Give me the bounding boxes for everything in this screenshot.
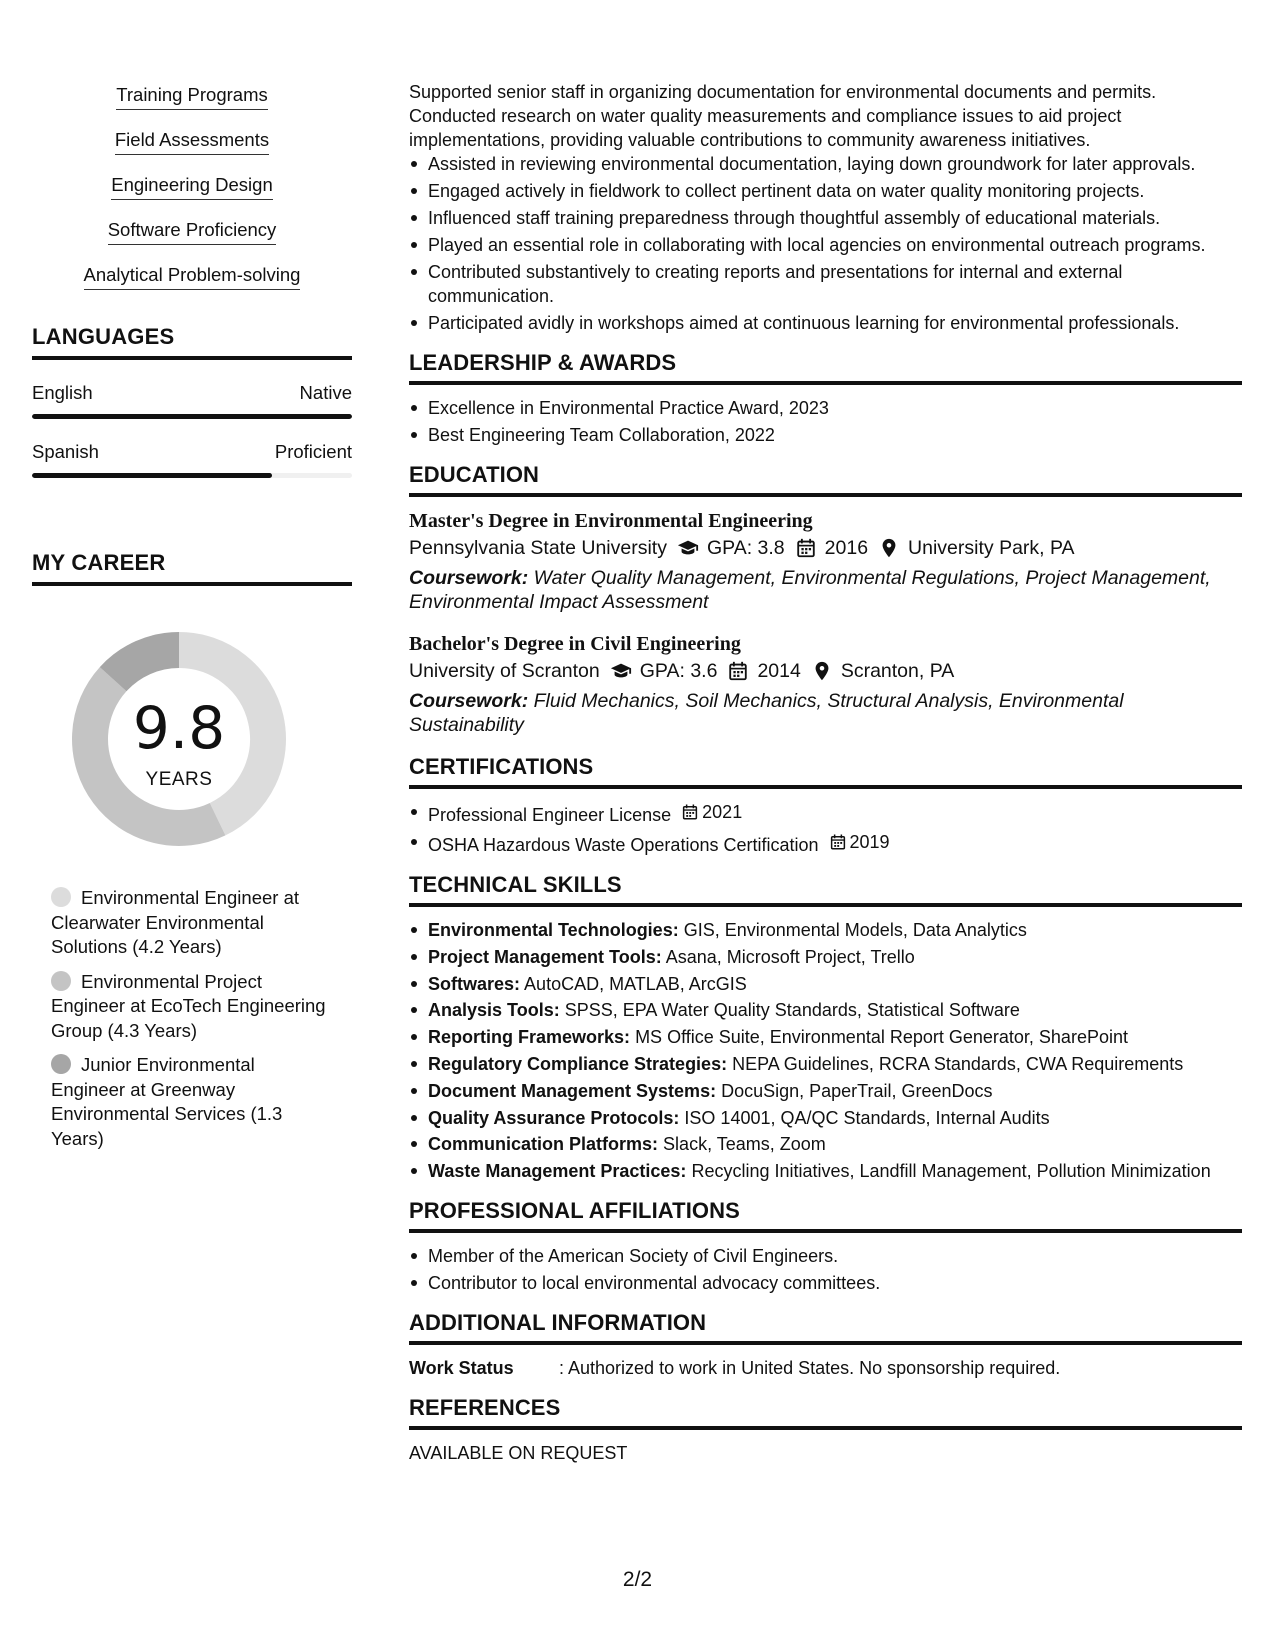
coursework-label: Coursework: [409,567,529,589]
graduation-year: 2016 [824,537,869,559]
certification-year: 2021 [702,802,743,822]
coursework [409,689,1242,737]
degree-title: Bachelor's Degree in Civil Engineering [409,633,741,655]
language-bar-fill [32,473,272,478]
graduation-year: 2014 [757,660,801,682]
gpa: GPA: 3.6 [639,660,718,682]
additional-info-heading: ADDITIONAL INFORMATION [409,1310,1242,1345]
list-item [32,84,352,112]
school-location: University Park, PA [908,537,1075,559]
work-status-row [409,1356,1242,1380]
calendar-icon [829,833,847,851]
technical-skills-list [409,918,1242,1183]
language-bar [32,473,352,478]
skill-tag: Training Programs [116,84,267,110]
skill-label: Regulatory Compliance Strategies: [428,1053,728,1074]
list-item: Played an essential role in collaborating with local agencies on environmental outreach programs. [409,233,1242,257]
coursework [409,566,1242,614]
technical-skills-heading: TECHNICAL SKILLS [409,872,1242,907]
list-item: Assisted in reviewing environmental documentation, laying down groundwork for later approvals. [409,152,1242,176]
skill-label: Document Management Systems: [428,1080,717,1101]
list-item: Excellence in Environmental Practice Award, 2023 [409,396,1242,420]
skill-tag: Software Proficiency [108,219,277,245]
certifications-list [409,800,1242,857]
career-entry: Environmental Engineer at Clearwater Environmental Solutions (4.2 Years) [51,887,300,957]
affiliations-heading: PROFESSIONAL AFFILIATIONS [409,1198,1242,1233]
list-item [409,918,1242,942]
list-item [32,264,352,292]
list-item [51,886,331,960]
list-item [409,1079,1242,1103]
skill-value: MS Office Suite, Environmental Report Generator, SharePoint [635,1027,1128,1048]
degree-title: Master's Degree in Environmental Engineering [409,510,813,532]
skill-label: Project Management Tools: [428,946,662,967]
coursework-list: Water Quality Management, Environmental Regulations, Project Management, Environmental Impact Assessment [409,567,1211,613]
language-english [32,382,352,419]
career-total-years: 9.8 [132,694,226,762]
right-column [409,80,1242,1465]
work-status-value: : Authorized to work in United States. No sponsorship required. [559,1358,1061,1379]
career-entry: Junior Environmental Engineer at Greenway Environmental Services (1.3 Years) [51,1054,283,1149]
skill-tags [32,84,352,292]
skill-value: Slack, Teams, Zoom [663,1134,826,1155]
language-name: Spanish [32,441,99,462]
list-item [51,970,331,1044]
list-item [32,129,352,157]
calendar-icon [681,803,699,821]
leadership-heading: LEADERSHIP & AWARDS [409,350,1242,385]
skill-value: ISO 14001, QA/QC Standards, Internal Audits [684,1107,1050,1128]
skill-value: AutoCAD, MATLAB, ArcGIS [524,973,747,994]
list-item [409,1159,1242,1183]
affiliations-list [409,1244,1242,1295]
career-legend [32,886,352,1151]
legend-dot-icon [51,971,71,991]
list-item [409,1052,1242,1076]
skill-label: Reporting Frameworks: [428,1027,631,1048]
list-item [32,174,352,202]
school-location: Scranton, PA [840,660,955,682]
skill-label: Analysis Tools: [428,1000,560,1021]
graduation-cap-icon [677,537,699,559]
career-entry: Environmental Project Engineer at EcoTech Engineering Group (4.3 Years) [51,970,326,1041]
career-donut-chart [66,626,292,852]
certification-year: 2019 [849,832,890,852]
calendar-icon [795,537,817,559]
list-item: Influenced staff training preparedness through thoughtful assembly of educational materials. [409,206,1242,230]
education-heading: EDUCATION [409,462,1242,497]
map-pin-icon [811,660,833,682]
skill-label: Communication Platforms: [428,1134,659,1155]
skill-label: Environmental Technologies: [428,920,679,940]
skill-label: Waste Management Practices: [428,1161,687,1182]
donut-segment [113,650,179,679]
career-total-unit: YEARS [145,769,213,790]
skill-label: Softwares: [428,973,521,994]
coursework-label: Coursework: [409,690,529,712]
language-level: Native [299,382,352,403]
list-item [409,1025,1242,1049]
list-item [409,1132,1242,1156]
legend-dot-icon [51,887,71,907]
list-item: Contributed substantively to creating reports and presentations for internal and external communication. [409,260,1242,308]
graduation-cap-icon [610,660,632,682]
degree-info [409,657,1242,685]
page-number: 2/2 [622,1568,653,1591]
map-pin-icon [878,537,900,559]
skill-value: GIS, Environmental Models, Data Analytics [683,920,1027,940]
skill-value: DocuSign, PaperTrail, GreenDocs [721,1080,993,1101]
list-item: Member of the American Society of Civil Engineers. [409,1244,1242,1268]
list-item: Engaged actively in fieldwork to collect pertinent data on water quality monitoring projects. [409,179,1242,203]
language-spanish [32,441,352,478]
certification-name: OSHA Hazardous Waste Operations Certification [428,835,819,855]
school-name: University of Scranton [409,660,600,682]
education-entry [409,631,1242,737]
list-item [409,945,1242,969]
list-item: Participated avidly in workshops aimed at continuous learning for environmental professionals. [409,311,1242,335]
list-item [409,998,1242,1022]
language-name: English [32,382,93,403]
list-item [409,1106,1242,1130]
career-heading: MY CAREER [32,550,352,586]
school-name: Pennsylvania State University [409,537,667,559]
experience-bullets [409,152,1242,335]
skill-label: Quality Assurance Protocols: [428,1107,680,1128]
list-item [409,800,1242,827]
list-item [409,830,1242,857]
skill-tag: Field Assessments [115,129,269,155]
references-heading: REFERENCES [409,1395,1242,1430]
skill-value: Asana, Microsoft Project, Trello [665,946,915,967]
list-item [51,1053,331,1151]
references-text: AVAILABLE ON REQUEST [409,1443,628,1464]
skill-tag: Engineering Design [111,174,272,200]
skill-value: NEPA Guidelines, RCRA Standards, CWA Requirements [732,1053,1184,1074]
skill-tag: Analytical Problem-solving [84,264,301,290]
work-status-label: Work Status [409,1358,514,1379]
coursework-list: Fluid Mechanics, Soil Mechanics, Structural Analysis, Environmental Sustainability [409,690,1124,736]
calendar-icon [727,660,749,682]
language-bar-fill [32,414,352,419]
list-item [32,219,352,247]
language-bar [32,414,352,419]
list-item [409,972,1242,996]
skill-value: Recycling Initiatives, Landfill Management, Pollution Minimization [691,1161,1211,1182]
education-entry [409,508,1242,614]
degree-info [409,534,1242,562]
list-item: Best Engineering Team Collaboration, 2022 [409,423,1242,447]
gpa: GPA: 3.8 [706,537,785,559]
skill-value: SPSS, EPA Water Quality Standards, Statistical Software [564,1000,1020,1021]
languages-heading: LANGUAGES [32,324,352,360]
list-item: Contributor to local environmental advocacy committees. [409,1271,1242,1295]
legend-dot-icon [51,1054,71,1074]
experience-summary: Supported senior staff in organizing documentation for environmental documents and permits. Conducted research on water quality measurements and compliance issues to aid project implementations, providing valuable contributions to community awareness initiatives. [409,82,1157,150]
left-column [32,84,352,1161]
certification-name: Professional Engineer License [428,805,672,825]
language-level: Proficient [274,441,352,462]
certifications-heading: CERTIFICATIONS [409,754,1242,789]
awards-list [409,396,1242,447]
